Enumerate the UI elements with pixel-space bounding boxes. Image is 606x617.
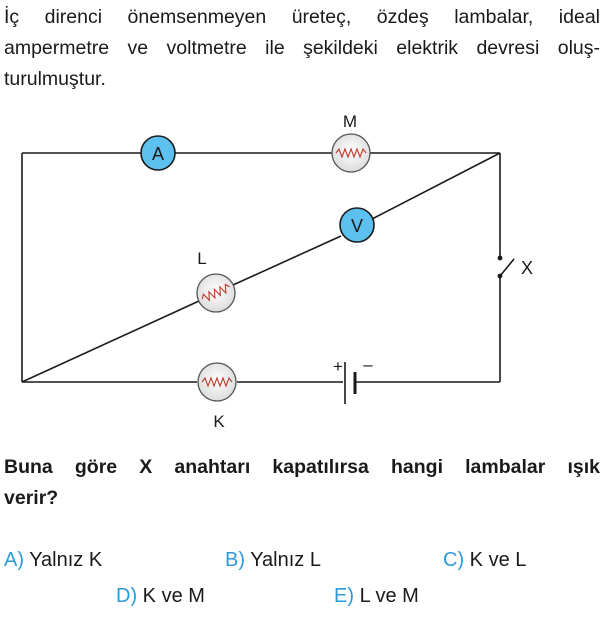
battery-icon: [345, 362, 355, 404]
option-e-letter: E): [334, 585, 354, 607]
option-b-text: Yalnız L: [250, 549, 321, 571]
wire-diagonal-b: [233, 236, 341, 285]
option-b[interactable]: [225, 548, 321, 572]
switch-label: X: [520, 258, 534, 278]
option-a-letter: A): [4, 549, 24, 571]
prompt-line-1: Buna göre X anahtarı kapatılırsa hangi lambalar ışık: [4, 456, 600, 478]
lamp-icon: [197, 274, 235, 312]
lamp-icon: [332, 134, 370, 172]
lamp-l-label: L: [197, 249, 207, 268]
circuit-diagram: [0, 100, 606, 440]
lamp-k-label: K: [213, 412, 225, 431]
battery-minus-label: –: [363, 355, 373, 374]
option-a[interactable]: [4, 548, 102, 572]
option-d-letter: D): [116, 585, 138, 607]
option-e[interactable]: [334, 584, 419, 608]
battery-plus-label: +: [333, 357, 343, 376]
intro-line-2: ampermetre ve voltmetre ile şekildeki elektrik devresi oluş-: [4, 37, 600, 59]
option-a-text: Yalnız K: [29, 549, 103, 571]
switch-icon: [498, 256, 514, 277]
lamp-icon: [198, 363, 236, 401]
prompt-line-2: verir?: [4, 487, 59, 509]
intro-line-3: turulmuştur.: [4, 68, 106, 90]
option-c-letter: C): [443, 549, 465, 571]
wire-diagonal-c: [372, 153, 500, 219]
voltmeter-label: V: [350, 216, 364, 236]
voltmeter-icon: [340, 208, 374, 242]
option-e-text: L ve M: [359, 585, 419, 607]
option-d[interactable]: [116, 584, 205, 608]
question-prompt: [4, 452, 600, 514]
question-intro: [4, 2, 600, 95]
option-d-text: K ve M: [142, 585, 205, 607]
intro-line-1: İç direnci önemsenmeyen üreteç, özdeş lambalar, ideal: [4, 6, 600, 28]
wires: [22, 153, 500, 382]
wire-diagonal-a: [22, 301, 199, 382]
option-c[interactable]: [443, 548, 526, 572]
lamp-m-label: M: [342, 112, 358, 131]
ammeter-icon: [141, 136, 175, 170]
option-b-letter: B): [225, 549, 245, 571]
option-c-text: K ve L: [469, 549, 527, 571]
ammeter-label: A: [151, 144, 165, 164]
